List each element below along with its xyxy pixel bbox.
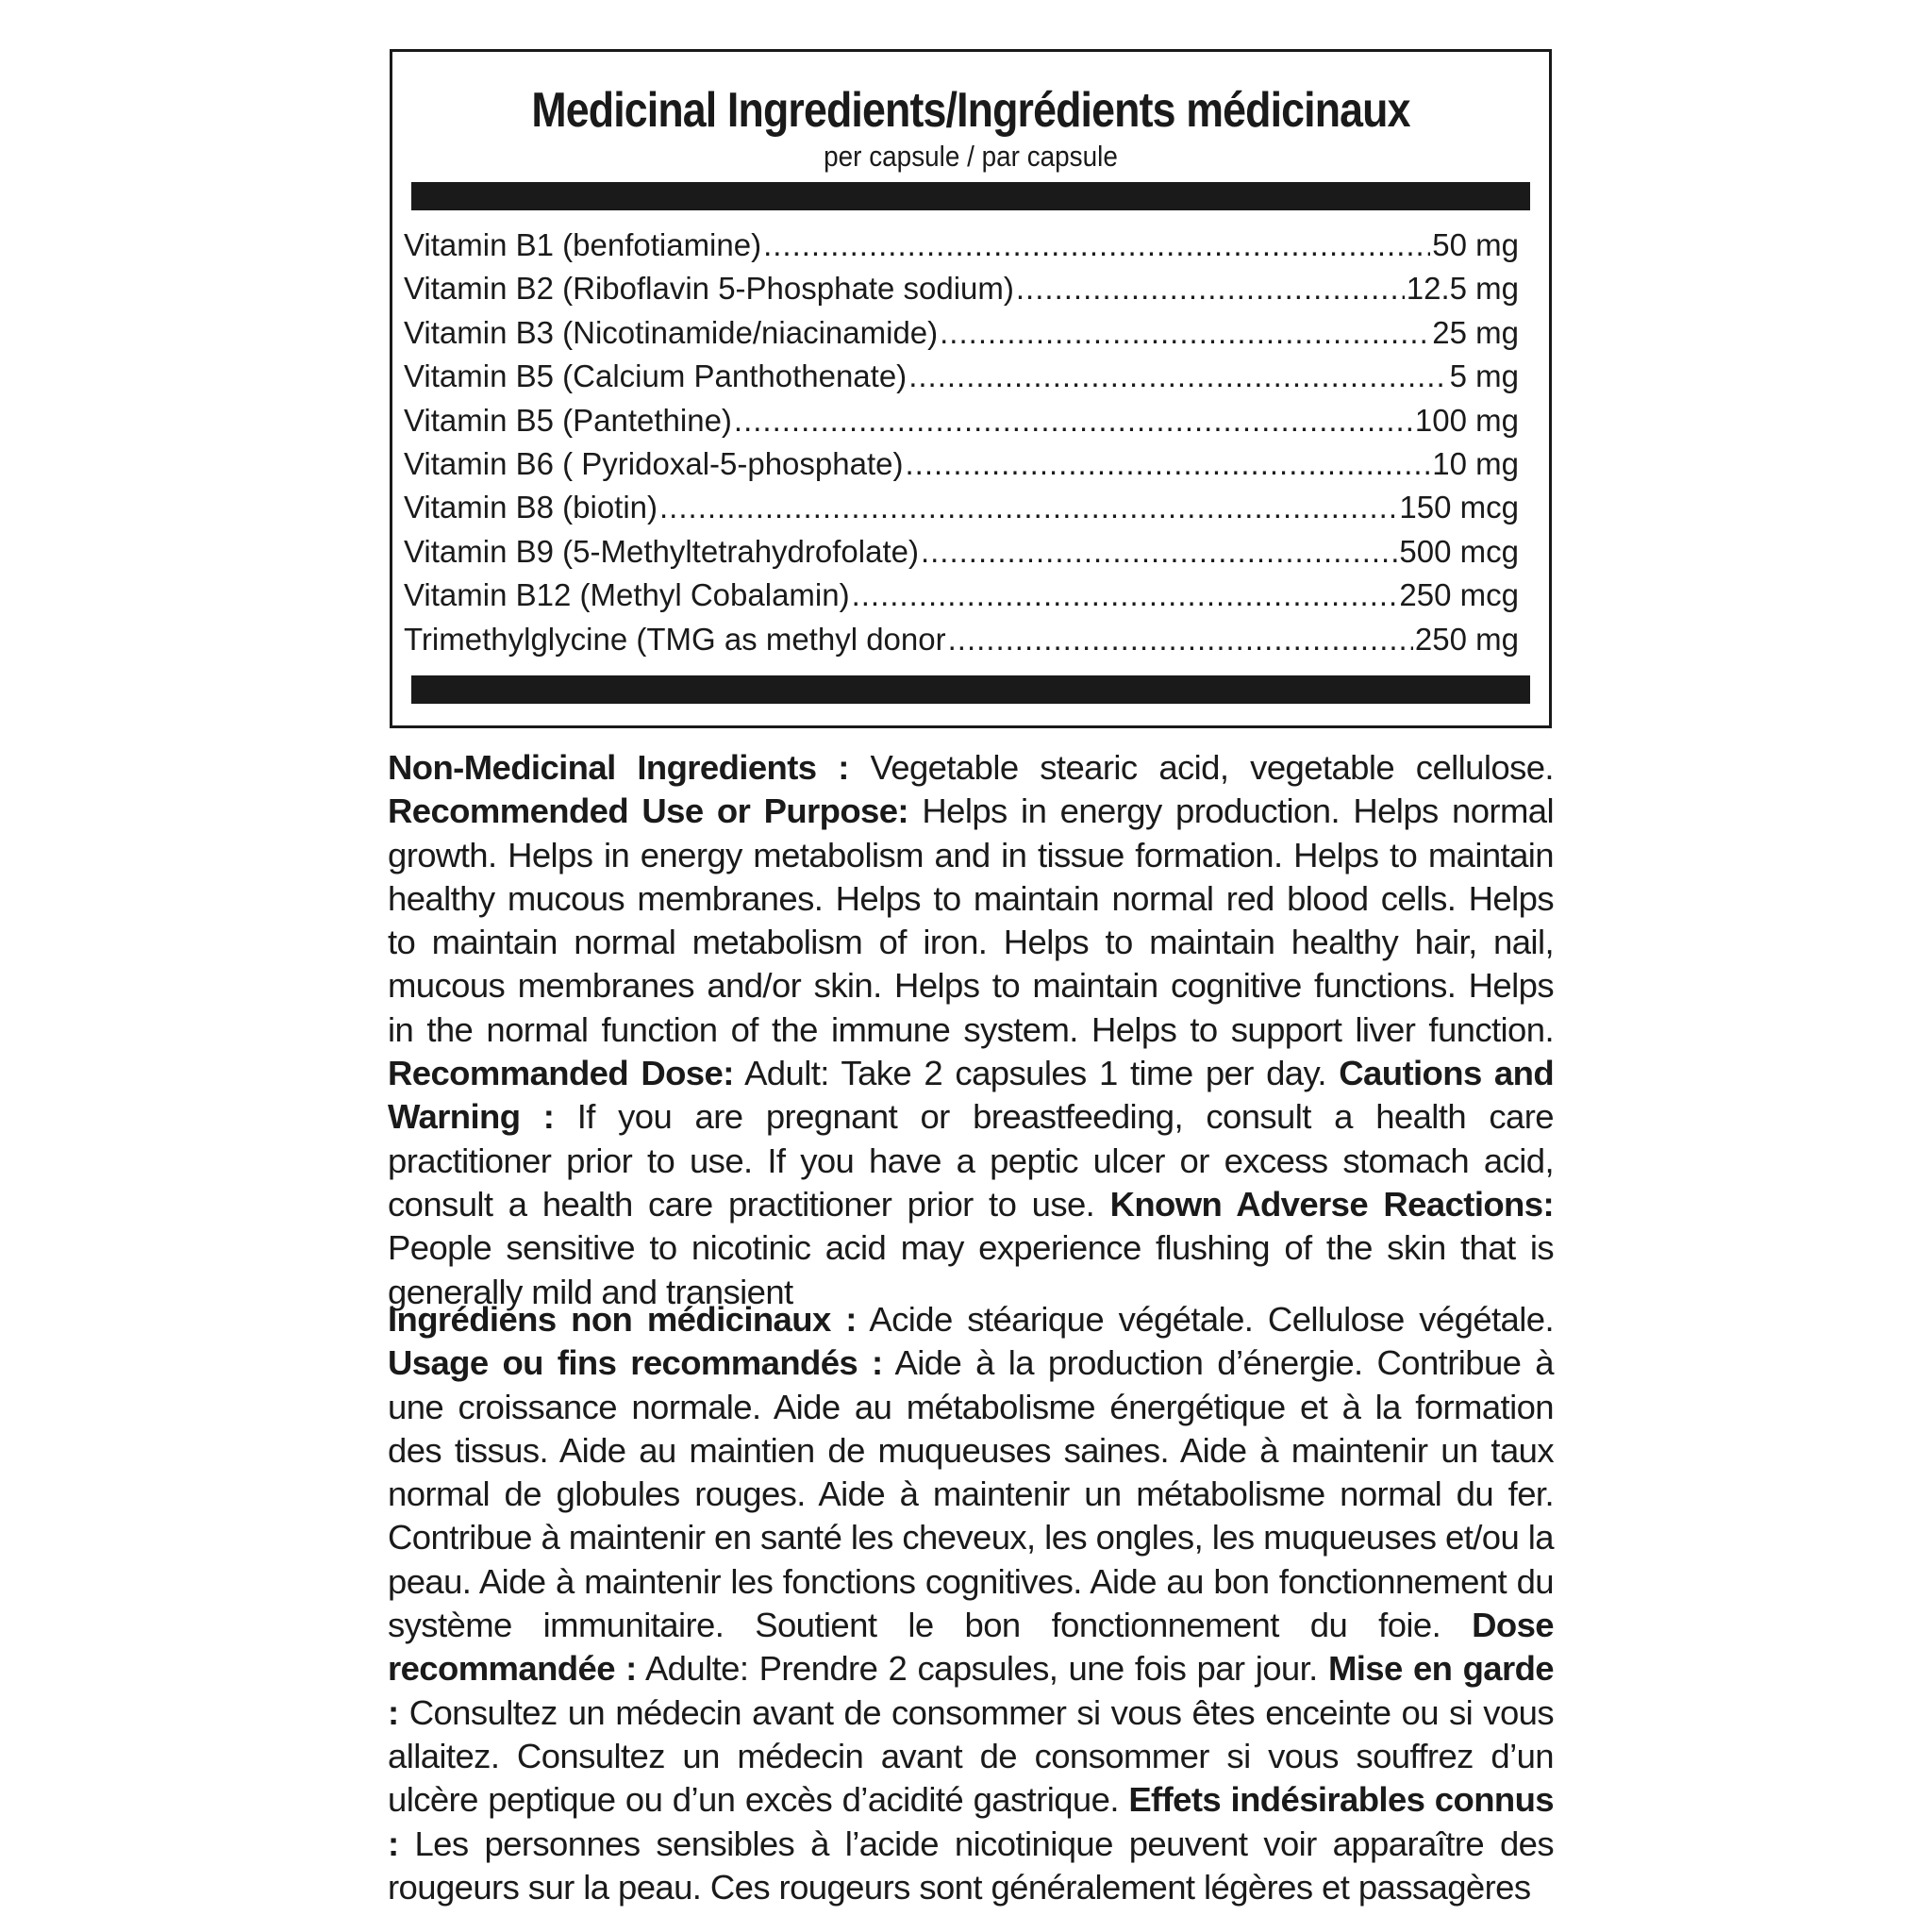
fr-adverse-label: Effets indésirables connus : — [388, 1780, 1554, 1863]
ingredient-name: Vitamin B9 (5-Methyltetrahydrofolate) — [404, 533, 919, 569]
ingredient-amount: 10 mg — [1432, 445, 1519, 481]
adverse-reactions-text: People sensitive to nicotinic acid may experience flushing of the skin that is generally mild and transient — [388, 1228, 1554, 1311]
ingredient-name: Vitamin B1 (benfotiamine) — [404, 227, 762, 262]
ingredient-name: Vitamin B5 (Pantethine) — [404, 402, 732, 438]
leader-dots — [908, 355, 1447, 398]
leader-dots — [659, 486, 1397, 529]
fr-dose-text: Adulte: Prendre 2 capsules, une fois par jour. — [644, 1649, 1318, 1689]
panel-title: Medicinal Ingredients/Ingrédients médicinaux — [531, 83, 1410, 138]
ingredient-name: Vitamin B8 (biotin) — [404, 490, 658, 525]
recommended-dose-text: Adult: Take 2 capsules 1 time per day. — [744, 1054, 1326, 1093]
top-divider-bar — [411, 182, 1530, 210]
cautions-text: If you are pregnant or breastfeeding, consult a health care practitioner prior to use. If you have a peptic ulcer or excess stomach acid, consult a health care practitioner prior to use. — [388, 1097, 1554, 1224]
ingredient-amount: 100 mg — [1414, 402, 1519, 438]
panel-subtitle: per capsule / par capsule — [824, 140, 1118, 173]
ingredient-amount: 5 mg — [1449, 358, 1519, 394]
fr-non-medicinal-text: Acide stéarique végétale. Cellulose végétale. — [869, 1300, 1554, 1339]
leader-dots — [852, 574, 1398, 617]
fr-caution-label: Mise en garde : — [388, 1649, 1554, 1732]
leader-dots — [921, 530, 1397, 574]
leader-dots — [1016, 267, 1405, 310]
ingredient-name: Vitamin B3 (Nicotinamide/niacinamide) — [404, 314, 939, 350]
cautions-label: Cautions and Warning : — [388, 1054, 1555, 1137]
ingredient-amount: 12.5 mg — [1406, 271, 1519, 307]
ingredient-name: Vitamin B5 (Calcium Panthothenate) — [404, 358, 908, 394]
leader-dots — [734, 399, 1413, 442]
ingredient-row — [404, 399, 1519, 442]
ingredient-name: Vitamin B2 (Riboflavin 5-Phosphate sodium) — [404, 271, 1014, 307]
recommended-use-label: Recommended Use or Purpose: — [388, 791, 908, 831]
ingredient-row — [404, 311, 1519, 355]
ingredient-name: Vitamin B6 ( Pyridoxal-5-phosphate) — [404, 445, 904, 481]
french-label-text — [388, 1298, 1554, 1909]
bottom-divider-bar — [411, 675, 1530, 704]
recommended-use-text: Helps in energy production. Helps normal growth. Helps in energy metabolism and in tissue formation. Helps to maintain healthy mucous membranes. Helps to maintain normal red blood cells. Helps to maintain normal metabolism of iron. Helps to maintain healthy hair, nail, mucous membranes and/or skin. Helps to maintain cognitive functions. Helps in the normal function of the immune system. Helps to support liver function. — [388, 791, 1555, 1049]
leader-dots — [905, 442, 1430, 486]
ingredient-amount: 150 mcg — [1399, 490, 1519, 525]
fr-caution-text: Consultez un médecin avant de consommer si vous êtes enceinte ou si vous allaitez. Consultez un médecin avant de consommer si vous souffrez d’un ulcère peptique ou d’un excès d’acidité gastrique. — [388, 1692, 1554, 1820]
ingredient-name: Vitamin B12 (Methyl Cobalamin) — [404, 577, 850, 613]
fr-use-label: Usage ou fins recommandés : — [388, 1343, 883, 1383]
ingredient-row — [404, 224, 1519, 267]
medicinal-ingredients-panel — [390, 49, 1552, 728]
leader-dots — [940, 311, 1430, 355]
ingredient-row — [404, 530, 1519, 574]
ingredient-amount: 25 mg — [1432, 314, 1519, 350]
ingredient-amount: 250 mcg — [1399, 577, 1519, 613]
adverse-reactions-label: Known Adverse Reactions: — [1109, 1184, 1555, 1224]
ingredient-list — [404, 224, 1519, 661]
english-label-text — [388, 746, 1554, 1314]
ingredient-amount: 250 mg — [1414, 621, 1519, 657]
ingredient-amount: 500 mcg — [1399, 533, 1519, 569]
ingredient-amount: 50 mg — [1432, 227, 1519, 262]
ingredient-row — [404, 574, 1519, 617]
ingredient-name: Trimethylglycine (TMG as methyl donor — [404, 621, 946, 657]
non-medicinal-label: Non-Medicinal Ingredients : — [388, 748, 849, 787]
ingredient-row — [404, 267, 1519, 310]
ingredient-row — [404, 618, 1519, 661]
non-medicinal-text: Vegetable stearic acid, vegetable cellulose. — [870, 748, 1554, 787]
fr-adverse-text: Les personnes sensibles à l’acide nicotinique peuvent voir apparaître des rougeurs sur la peau. Ces rougeurs sont généralement légères et passagères — [388, 1824, 1554, 1907]
leader-dots — [763, 224, 1430, 267]
fr-non-medicinal-label: Ingrédiens non médicinaux : — [388, 1300, 857, 1339]
fr-use-text: Aide à la production d’énergie. Contribue à une croissance normale. Aide au métabolisme énergétique et à la formation des tissus. Aide au maintien de muqueuses saines. Aide à maintenir un taux normal de globules rouges. Aide à maintenir un métabolisme normal du fer. Contribue à maintenir en santé les cheveux, les ongles, les muqueuses et/ou la peau. Aide à maintenir les fonctions cognitives. Aide au bon fonctionnement du système immunitaire. Soutient le bon fonctionnement du foie. — [388, 1343, 1554, 1645]
ingredient-row — [404, 442, 1519, 486]
ingredient-row — [404, 486, 1519, 529]
fr-dose-label: Dose recommandée : — [388, 1606, 1554, 1689]
ingredient-row — [404, 355, 1519, 398]
recommended-dose-label: Recommanded Dose: — [388, 1054, 734, 1093]
leader-dots — [948, 618, 1413, 661]
